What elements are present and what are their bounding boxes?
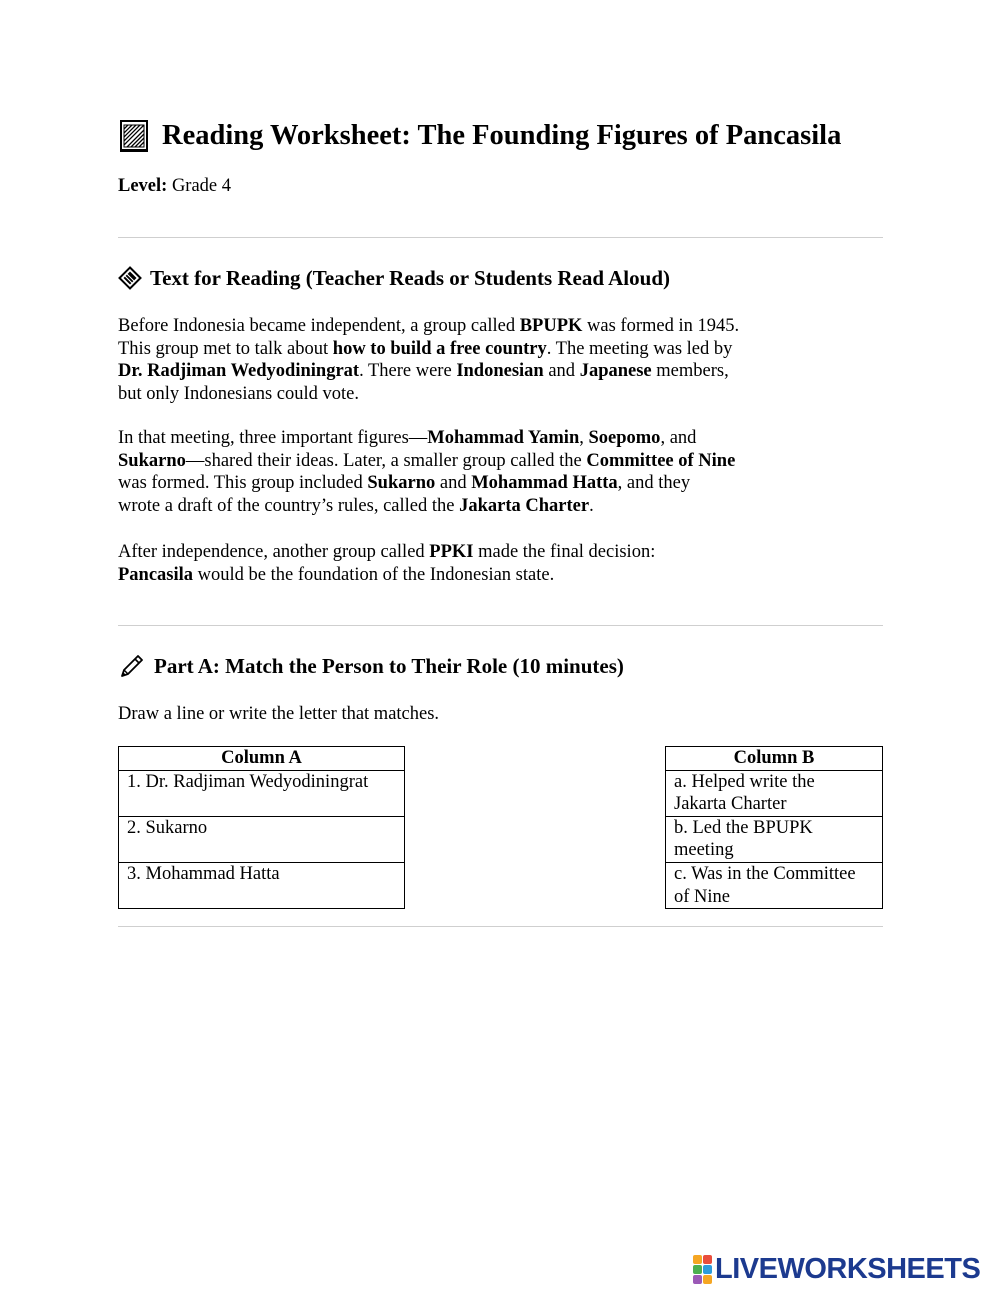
text: After independence, another group called: [118, 542, 430, 562]
logo-square: [703, 1265, 712, 1274]
bold-term: Sukarno: [367, 473, 436, 494]
bold-term: BPUPK: [519, 316, 583, 336]
bold-term: Jakarta Charter: [459, 495, 590, 516]
table-row: [119, 816, 405, 862]
cell-line: of Nine: [674, 886, 730, 907]
logo-mark-icon: [693, 1255, 712, 1284]
text: and: [435, 473, 472, 494]
bold-term: Indonesian: [456, 361, 544, 382]
logo-square: [693, 1265, 702, 1274]
bold-term: Mohammad Yamin: [427, 428, 580, 448]
logo-square: [703, 1275, 712, 1284]
part-a-heading: [118, 652, 624, 680]
reading-paragraph-2: [118, 427, 818, 517]
title-text: Reading Worksheet: The Founding Figures of Pancasila: [162, 120, 842, 151]
text: was formed. This group included: [118, 473, 368, 494]
liveworksheets-logo: [693, 1252, 980, 1286]
column-b-cell: [666, 770, 883, 816]
bold-term: Mohammad Hatta: [471, 473, 618, 494]
bold-term: Pancasila: [118, 564, 194, 585]
bold-term: Japanese: [579, 361, 652, 382]
text: , and they: [617, 473, 691, 494]
part-a-heading-text: Part A: Match the Person to Their Role (10 minutes): [154, 653, 624, 678]
part-a-instruction: Draw a line or write the letter that matches.: [118, 704, 440, 724]
text: made the final decision:: [473, 542, 656, 562]
column-b-table: [665, 746, 883, 909]
table-header-row: [119, 747, 405, 771]
bold-term: Sukarno: [118, 450, 186, 471]
table-row: [666, 770, 883, 816]
book-icon: [118, 119, 152, 153]
text: —shared their ideas. Later, a smaller group called the: [185, 450, 587, 471]
logo-square: [693, 1255, 702, 1264]
table-header-row: [666, 747, 883, 771]
text: . There were: [359, 361, 457, 382]
table-row: [666, 816, 883, 862]
reading-heading: [118, 264, 670, 292]
reading-paragraph-1: [118, 315, 818, 405]
text: .: [589, 495, 594, 516]
text: would be the foundation of the Indonesian state.: [193, 564, 555, 585]
column-b-cell: [666, 816, 883, 862]
text: , and: [660, 428, 697, 448]
pencil-icon: [118, 652, 146, 680]
text: but only Indonesians could vote.: [118, 383, 359, 404]
level-value: Grade 4: [171, 176, 232, 196]
brand-text: LIVEWORKSHEETS: [715, 1252, 981, 1285]
column-a-cell: 2. Sukarno: [119, 816, 405, 862]
bold-term: how to build a free country: [332, 338, 547, 359]
text: and: [543, 361, 580, 382]
level-line: [118, 176, 231, 197]
text: This group met to talk about: [118, 338, 333, 359]
table-row: [666, 862, 883, 908]
cell-line: a. Helped write the: [674, 771, 815, 792]
column-a-header: Column A: [119, 747, 405, 771]
column-b-cell: [666, 862, 883, 908]
level-label: Level:: [118, 176, 168, 196]
column-a-cell: 3. Mohammad Hatta: [119, 862, 405, 908]
divider: [118, 926, 883, 927]
text: . The meeting was led by: [546, 338, 733, 359]
bold-term: Committee of Nine: [586, 450, 736, 471]
page-title: [118, 116, 918, 156]
reading-heading-text: Text for Reading (Teacher Reads or Students Read Aloud): [150, 265, 670, 290]
column-a-cell: 1. Dr. Radjiman Wedyodiningrat: [119, 770, 405, 816]
reading-paragraph-3: [118, 541, 818, 586]
table-row: [119, 770, 405, 816]
divider: [118, 237, 883, 238]
diamond-icon: [118, 266, 142, 290]
text: wrote a draft of the country’s rules, called the: [118, 495, 460, 516]
cell-line: b. Led the BPUPK: [674, 817, 813, 838]
cell-line: meeting: [674, 840, 734, 861]
text: Before Indonesia became independent, a group called: [118, 316, 520, 336]
cell-line: Jakarta Charter: [674, 794, 787, 815]
column-a-table: [118, 746, 405, 909]
text: In that meeting, three important figures—: [118, 428, 428, 448]
divider: [118, 625, 883, 626]
bold-term: PPKI: [429, 542, 474, 562]
text: ,: [579, 428, 589, 448]
bold-term: Soepomo: [588, 428, 661, 448]
text: was formed in 1945.: [582, 316, 740, 336]
cell-line: c. Was in the Committee: [674, 863, 856, 884]
column-b-header: Column B: [666, 747, 883, 771]
bold-term: Dr. Radjiman Wedyodiningrat: [118, 361, 360, 382]
table-row: [119, 862, 405, 908]
logo-square: [693, 1275, 702, 1284]
logo-square: [703, 1255, 712, 1264]
text: members,: [651, 361, 729, 382]
